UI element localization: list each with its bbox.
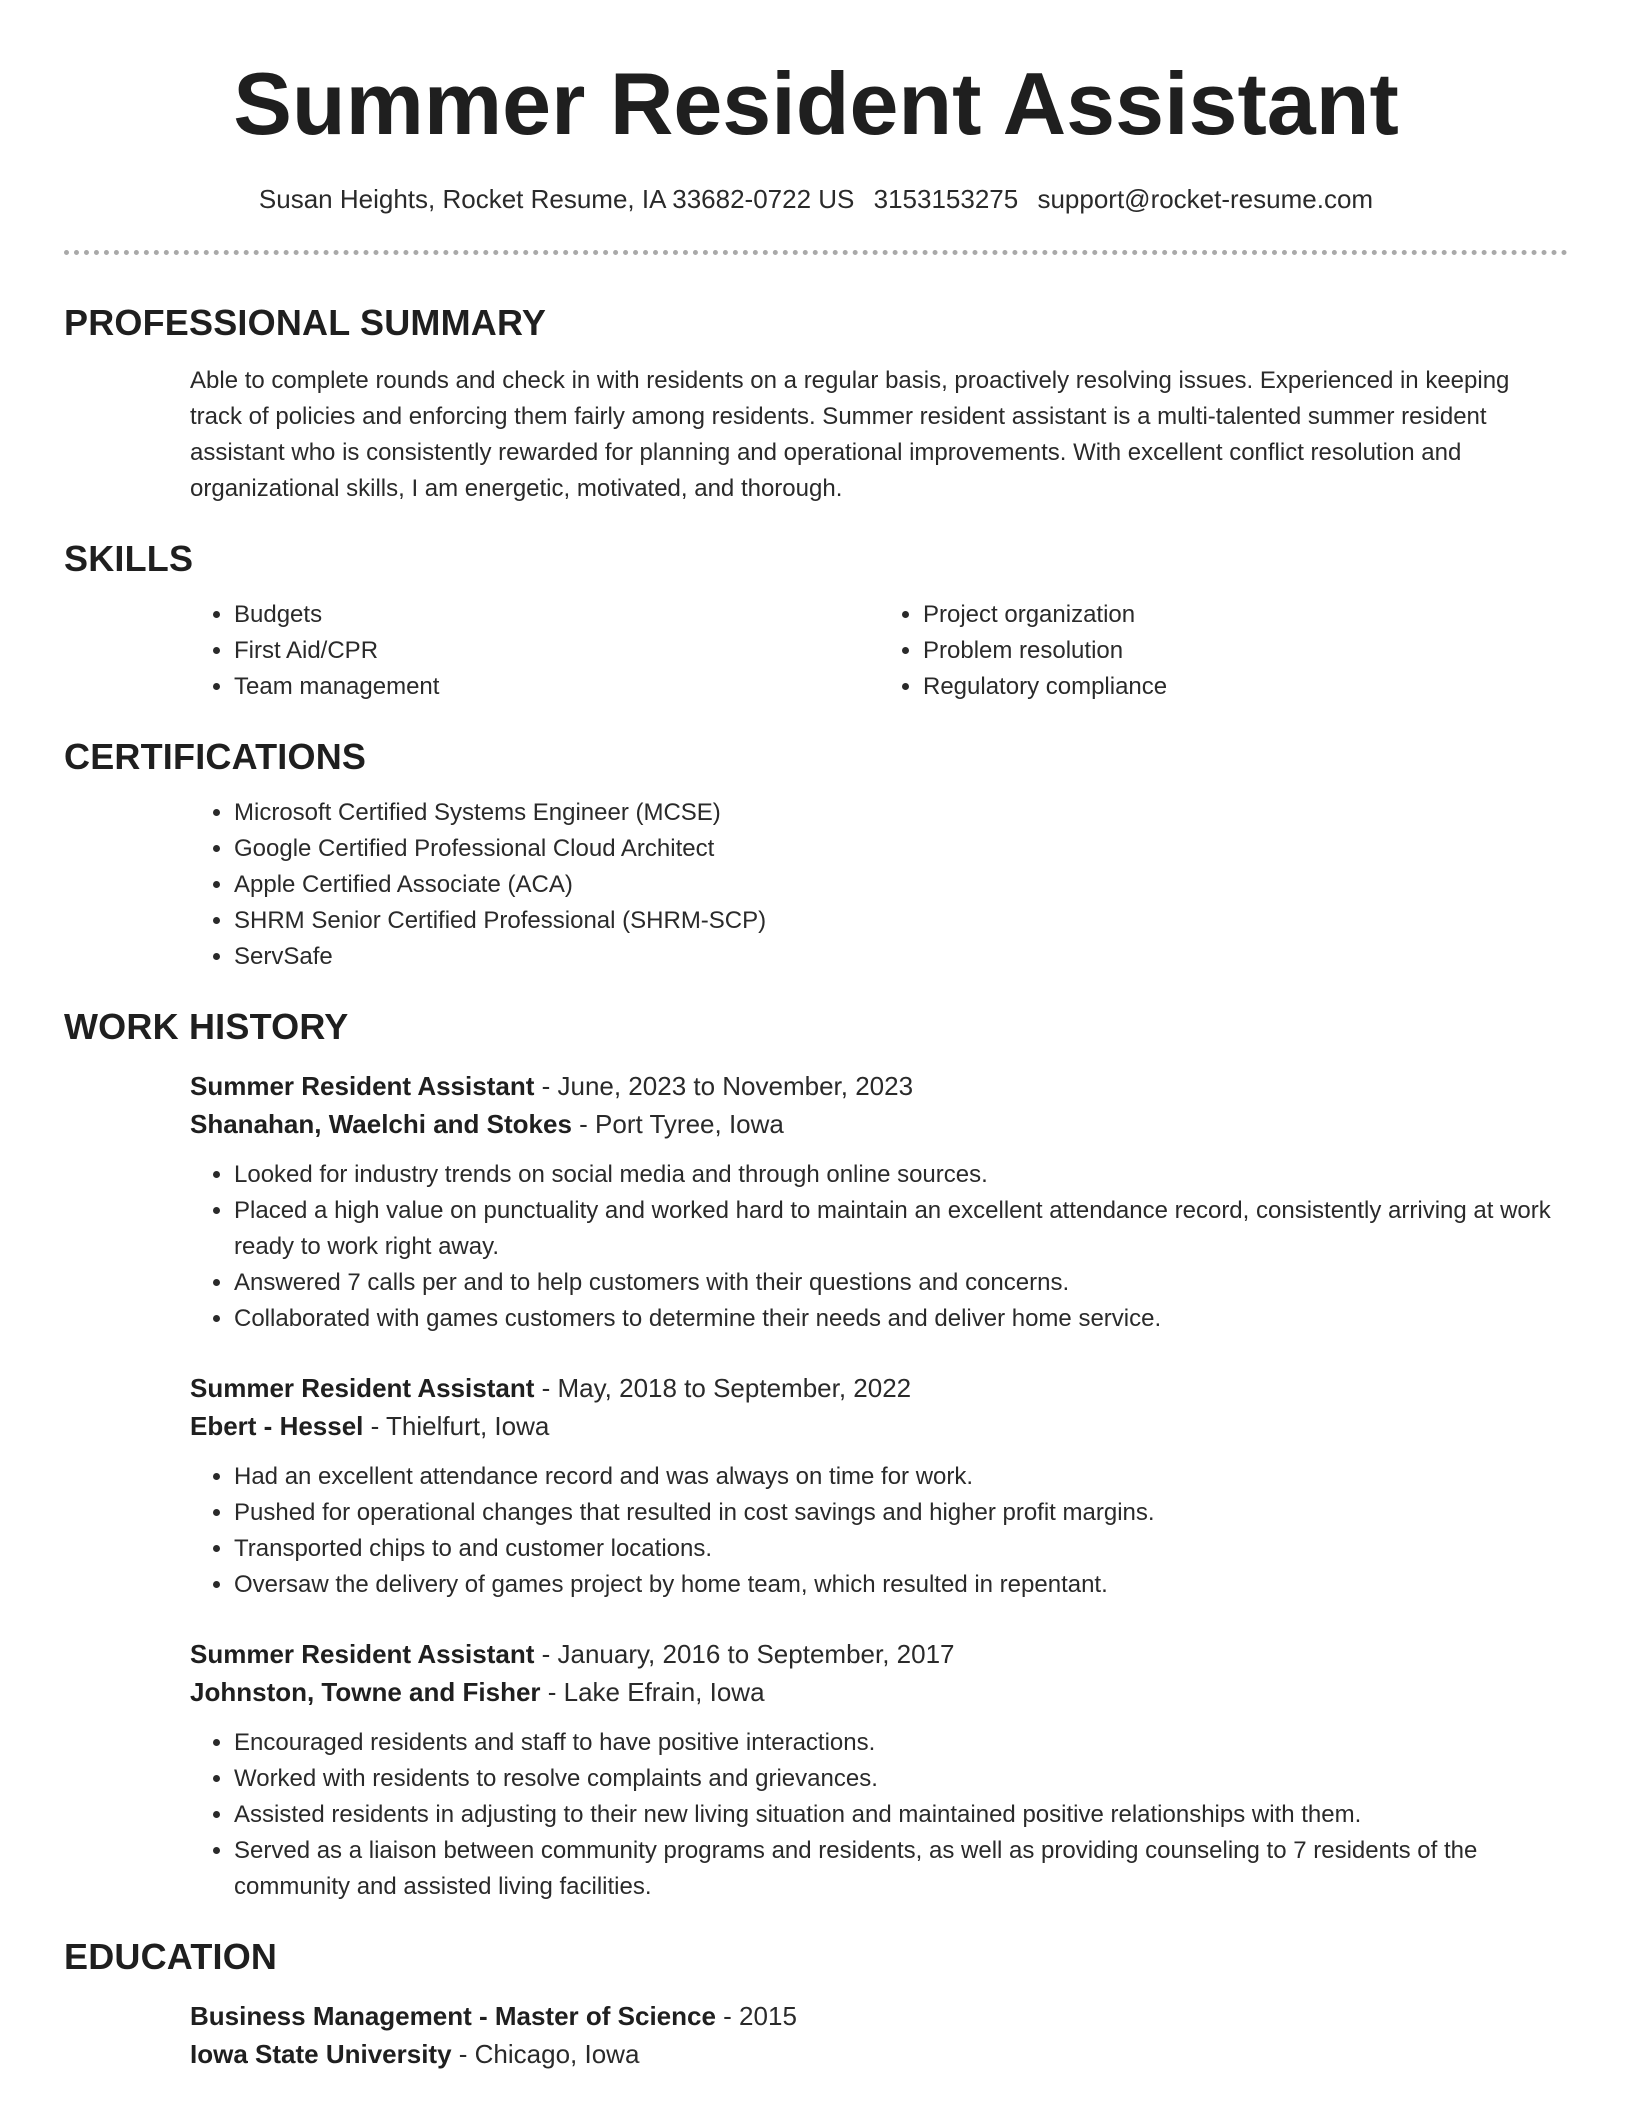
education-location: - Chicago, Iowa — [451, 2039, 640, 2069]
header-divider — [64, 250, 1568, 255]
job-role: Summer Resident Assistant — [190, 1639, 535, 1669]
education-school: Iowa State University — [190, 2039, 452, 2069]
job-bullet: • Answered 7 calls per and to help customers with their questions and concerns. — [234, 1265, 1568, 1301]
contact-address: Susan Heights, Rocket Resume, IA 33682-0722 US — [258, 184, 855, 214]
job-company-line — [190, 1407, 1568, 1445]
education-degree: Business Management - Master of Science — [190, 2001, 716, 2031]
skills-list-left — [190, 597, 879, 705]
job-bullets — [190, 1725, 1568, 1905]
education-year: - 2015 — [715, 2001, 797, 2031]
job-bullet: • Assisted residents in adjusting to their new living situation and maintained positive relationships with them. — [234, 1797, 1568, 1833]
job-bullet: • Placed a high value on punctuality and worked hard to maintain an excellent attendance record, consistently arriving at work ready to work right away. — [234, 1193, 1568, 1265]
resume-title: Summer Resident Assistant — [233, 54, 1399, 153]
job-location: - Lake Efrain, Iowa — [540, 1677, 765, 1707]
job-bullet: • Oversaw the delivery of games project by home team, which resulted in repentant. — [234, 1567, 1568, 1603]
job-bullet: • Encouraged residents and staff to have positive interactions. — [234, 1725, 1568, 1761]
certifications-section — [64, 735, 1568, 975]
education-degree-line — [190, 1997, 1568, 2035]
work-history-heading: WORK HISTORY — [64, 1006, 349, 1047]
job-entry — [190, 1067, 1568, 1337]
skill-item: • First Aid/CPR — [234, 633, 879, 669]
contact-email: support@rocket-resume.com — [1037, 184, 1374, 214]
skills-section — [64, 537, 1568, 705]
education-school-line — [190, 2035, 1568, 2073]
certification-item: • Google Certified Professional Cloud Architect — [234, 831, 1568, 867]
summary-text: Able to complete rounds and check in with residents on a regular basis, proactively resolving issues. Experienced in keeping track of policies and enforcing them fairly among residents. Summer resident assistant is a multi-talented summer resident assistant who is consistently rewarded for planning and operational improvements. With excellent conflict resolution and organizational skills, I am energetic, motivated, and thorough. — [190, 367, 1510, 502]
skill-item: • Budgets — [234, 597, 879, 633]
summary-heading: PROFESSIONAL SUMMARY — [64, 302, 547, 343]
skill-item: • Problem resolution — [923, 633, 1568, 669]
job-bullets — [190, 1157, 1568, 1337]
job-dates: - June, 2023 to November, 2023 — [534, 1071, 914, 1101]
job-company-line — [190, 1673, 1568, 1711]
job-location: - Port Tyree, Iowa — [571, 1109, 784, 1139]
certifications-heading: CERTIFICATIONS — [64, 736, 367, 777]
job-entry — [190, 1635, 1568, 1905]
education-heading: EDUCATION — [64, 1936, 278, 1977]
job-location: - Thielfurt, Iowa — [363, 1411, 550, 1441]
skill-item: • Regulatory compliance — [923, 669, 1568, 705]
job-role-line — [190, 1369, 1568, 1407]
contact-phone: 3153153275 — [873, 184, 1019, 214]
job-dates: - January, 2016 to September, 2017 — [534, 1639, 955, 1669]
job-role-line — [190, 1067, 1568, 1105]
job-bullets — [190, 1459, 1568, 1603]
certifications-list — [190, 795, 1568, 975]
job-company: Ebert - Hessel — [190, 1411, 364, 1441]
summary-section — [64, 301, 1568, 507]
skill-item: • Team management — [234, 669, 879, 705]
job-entry — [190, 1369, 1568, 1603]
certification-item: • Apple Certified Associate (ACA) — [234, 867, 1568, 903]
job-role: Summer Resident Assistant — [190, 1373, 535, 1403]
job-company-line — [190, 1105, 1568, 1143]
skills-heading: SKILLS — [64, 538, 194, 579]
certification-item: • Microsoft Certified Systems Engineer (MCSE) — [234, 795, 1568, 831]
job-company: Shanahan, Waelchi and Stokes — [190, 1109, 572, 1139]
job-role: Summer Resident Assistant — [190, 1071, 535, 1101]
certification-item: • ServSafe — [234, 939, 1568, 975]
job-company: Johnston, Towne and Fisher — [190, 1677, 541, 1707]
certification-item: • SHRM Senior Certified Professional (SHRM-SCP) — [234, 903, 1568, 939]
job-bullet: • Transported chips to and customer locations. — [234, 1531, 1568, 1567]
skills-list-right — [879, 597, 1568, 705]
education-entry — [190, 1997, 1568, 2073]
education-section — [64, 1935, 1568, 2073]
job-bullet: • Worked with residents to resolve complaints and grievances. — [234, 1761, 1568, 1797]
job-role-line — [190, 1635, 1568, 1673]
work-history-section — [64, 1005, 1568, 1905]
job-bullet: • Had an excellent attendance record and was always on time for work. — [234, 1459, 1568, 1495]
contact-line — [64, 182, 1568, 216]
job-bullet: • Looked for industry trends on social media and through online sources. — [234, 1157, 1568, 1193]
job-bullet: • Served as a liaison between community programs and residents, as well as providing counseling to 7 residents of the community and assisted living facilities. — [234, 1833, 1568, 1905]
skill-item: • Project organization — [923, 597, 1568, 633]
job-dates: - May, 2018 to September, 2022 — [534, 1373, 912, 1403]
job-bullet: • Collaborated with games customers to determine their needs and deliver home service. — [234, 1301, 1568, 1337]
job-bullet: • Pushed for operational changes that resulted in cost savings and higher profit margins. — [234, 1495, 1568, 1531]
